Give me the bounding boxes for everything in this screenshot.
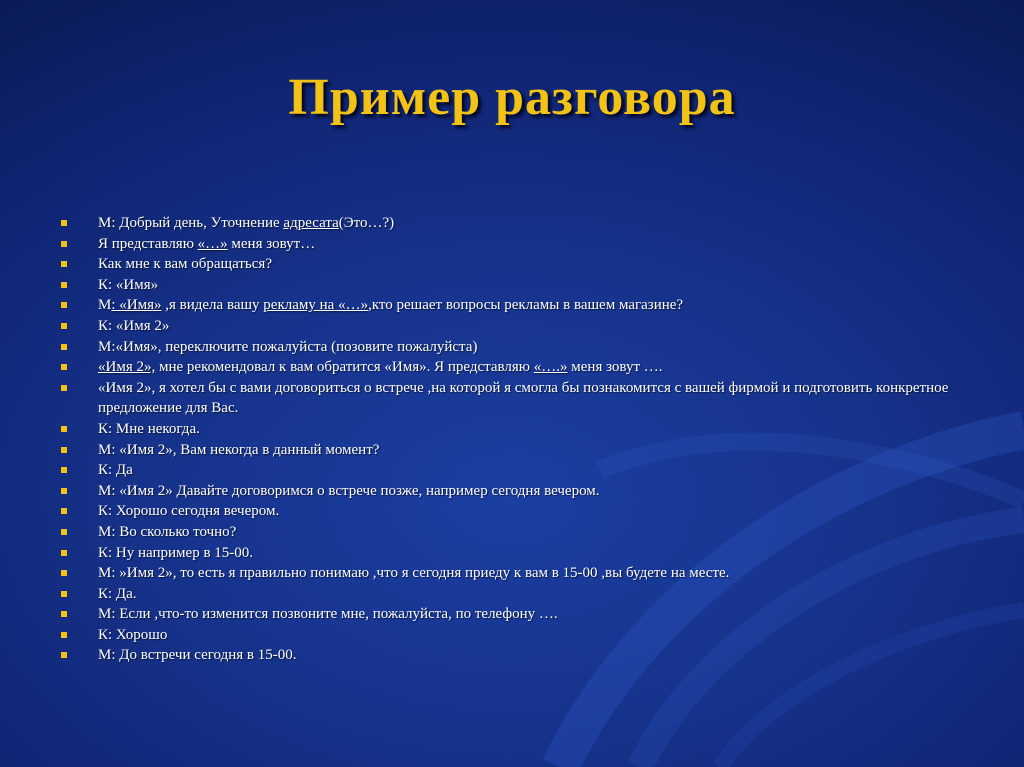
- conversation-line: [60, 337, 980, 358]
- conversation-line: [60, 254, 980, 275]
- conversation-line: [60, 625, 980, 646]
- square-bullet-icon: [61, 570, 67, 576]
- conversation-line: [60, 543, 980, 564]
- line-text: М:«Имя», переключите пожалуйста (позовите пожалуйста): [98, 338, 478, 355]
- line-text: мне рекомендовал к вам обратится «Имя». Я представляю: [155, 359, 534, 376]
- conversation-line: [60, 357, 980, 378]
- square-bullet-icon: [61, 550, 67, 556]
- line-text: М: Добрый день, Уточнение: [98, 215, 284, 231]
- conversation-line: [60, 604, 980, 625]
- line-text: К: «Имя 2»: [98, 317, 170, 334]
- square-bullet-icon: [61, 220, 67, 226]
- conversation-line: [60, 378, 980, 419]
- square-bullet-icon: [61, 652, 67, 658]
- conversation-line: [60, 460, 980, 481]
- square-bullet-icon: [61, 282, 67, 288]
- conversation-line: [60, 316, 980, 337]
- conversation-line: [60, 419, 980, 440]
- line-text: К: Мне некогда.: [98, 420, 200, 437]
- conversation-list: [60, 213, 980, 666]
- square-bullet-icon: [61, 426, 67, 432]
- underlined-text: рекламу на «…»: [263, 297, 369, 314]
- line-text: К: «Имя»: [98, 276, 159, 293]
- underlined-text: : «Имя»: [111, 297, 162, 314]
- line-text: К: Да.: [98, 585, 137, 602]
- square-bullet-icon: [61, 508, 67, 514]
- conversation-line: [60, 645, 980, 666]
- line-text: М: «Имя 2» Давайте договоримся о встрече позже, например сегодня вечером.: [98, 482, 600, 499]
- square-bullet-icon: [61, 611, 67, 617]
- conversation-line: [60, 522, 980, 543]
- square-bullet-icon: [61, 591, 67, 597]
- square-bullet-icon: [61, 344, 67, 350]
- line-text: Я представляю: [98, 235, 198, 252]
- line-text: ,кто решает вопросы рекламы в вашем магазине?: [368, 297, 684, 314]
- conversation-line: [60, 584, 980, 605]
- line-text: М: «Имя 2», Вам некогда в данный момент?: [98, 441, 380, 458]
- conversation-line: [60, 213, 980, 234]
- line-text: ,я видела вашу: [161, 297, 264, 314]
- line-text: К: Хорошо сегодня вечером.: [98, 503, 280, 520]
- line-text: М: До встречи сегодня в 15-00.: [98, 647, 297, 664]
- square-bullet-icon: [61, 323, 67, 329]
- conversation-line: [60, 440, 980, 461]
- line-text: М: Если ,что-то изменится позвоните мне, пожалуйста, по телефону ….: [98, 606, 558, 623]
- conversation-line: [60, 295, 980, 316]
- square-bullet-icon: [61, 488, 67, 494]
- line-text: меня зовут…: [227, 235, 316, 252]
- square-bullet-icon: [61, 632, 67, 638]
- conversation-line: [60, 563, 980, 584]
- square-bullet-icon: [61, 364, 67, 370]
- line-text: М: [98, 297, 112, 314]
- square-bullet-icon: [61, 529, 67, 535]
- underlined-text: «Имя 2»,: [98, 359, 156, 376]
- square-bullet-icon: [61, 385, 67, 391]
- line-text: М: Во сколько точно?: [98, 523, 237, 540]
- line-text: (Это…?): [338, 215, 395, 231]
- line-text: К: Хорошо: [98, 626, 168, 643]
- square-bullet-icon: [61, 261, 67, 267]
- square-bullet-icon: [61, 447, 67, 453]
- square-bullet-icon: [61, 467, 67, 473]
- conversation-line: [60, 501, 980, 522]
- line-text: «Имя 2», я хотел бы с вами договориться о встрече ,на которой я смогла бы познакомится с вашей фирмой и подготовить конкретное предложение для Вас.: [98, 379, 949, 417]
- conversation-line: [60, 481, 980, 502]
- underlined-text: адресата: [283, 215, 339, 231]
- line-text: меня зовут ….: [567, 359, 663, 376]
- underlined-text: «….»: [533, 359, 568, 376]
- line-text: Как мне к вам обращаться?: [98, 256, 272, 273]
- square-bullet-icon: [61, 241, 67, 247]
- conversation-line: [60, 275, 980, 296]
- line-text: М: »Имя 2», то есть я правильно понимаю ,что я сегодня приеду к вам в 15-00 ,вы будете на месте.: [98, 565, 730, 582]
- slide-title: Пример разговора: [288, 69, 736, 126]
- line-text: К: Ну например в 15-00.: [98, 544, 254, 561]
- line-text: К: Да: [98, 462, 133, 479]
- square-bullet-icon: [61, 302, 67, 308]
- conversation-line: [60, 234, 980, 255]
- underlined-text: «…»: [197, 235, 228, 252]
